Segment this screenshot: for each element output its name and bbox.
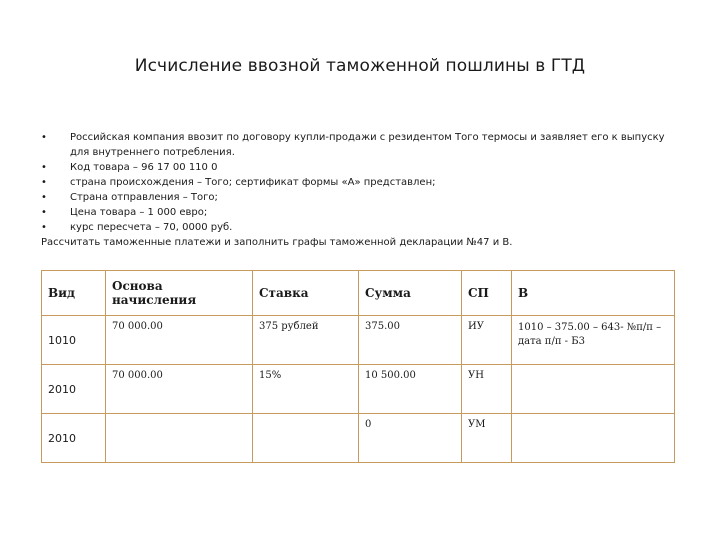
payments-table bbox=[41, 270, 675, 463]
column-header-rate: Ставка bbox=[253, 271, 359, 316]
bullet-marker: • bbox=[41, 207, 47, 218]
cell-sp: ИУ bbox=[462, 316, 512, 365]
cell-vid: 2010 bbox=[42, 414, 106, 463]
cell-rate: 375 рублей bbox=[253, 316, 359, 365]
table-row bbox=[42, 365, 675, 414]
table-row bbox=[42, 316, 675, 365]
bullet-item bbox=[41, 220, 681, 235]
bullet-text: Цена товара – 1 000 евро; bbox=[70, 207, 208, 218]
column-header-basis: Основа начисления bbox=[106, 271, 253, 316]
bullet-item bbox=[41, 160, 681, 175]
bullet-text: Код товара – 96 17 00 110 0 bbox=[70, 162, 218, 173]
bullet-text: страна происхождения – Того; сертификат формы «А» представлен; bbox=[70, 177, 436, 188]
bullet-marker: • bbox=[41, 222, 47, 233]
cell-sum: 0 bbox=[359, 414, 462, 463]
column-header-sp: СП bbox=[462, 271, 512, 316]
table-row bbox=[42, 414, 675, 463]
cell-b bbox=[512, 414, 675, 463]
column-header-vid: Вид bbox=[42, 271, 106, 316]
column-header-b: В bbox=[512, 271, 675, 316]
bullet-marker: • bbox=[41, 177, 47, 188]
cell-vid: 2010 bbox=[42, 365, 106, 414]
cell-basis: 70 000.00 bbox=[106, 316, 253, 365]
cell-vid: 1010 bbox=[42, 316, 106, 365]
cell-basis bbox=[106, 414, 253, 463]
cell-b bbox=[512, 365, 675, 414]
bullet-item bbox=[41, 175, 681, 190]
task-instruction: Рассчитать таможенные платежи и заполнить графы таможенной декларации №47 и В. bbox=[41, 237, 513, 248]
cell-b: 1010 – 375.00 – 643- №п/п – дата п/п - Б3 bbox=[512, 316, 675, 365]
cell-sum: 375.00 bbox=[359, 316, 462, 365]
page-title: Исчисление ввозной таможенной пошлины в ГТД bbox=[134, 56, 586, 76]
cell-sp: УН bbox=[462, 365, 512, 414]
bullet-item bbox=[41, 190, 681, 205]
cell-sum: 10 500.00 bbox=[359, 365, 462, 414]
cell-basis: 70 000.00 bbox=[106, 365, 253, 414]
bullet-item bbox=[41, 205, 681, 220]
cell-sp: УМ bbox=[462, 414, 512, 463]
bullet-text: Российская компания ввозит по договору купли-продажи с резидентом Того термосы и заявляет его к выпуску для внутреннего потребления. bbox=[70, 132, 665, 158]
bullet-marker: • bbox=[41, 192, 47, 203]
bullet-marker: • bbox=[41, 132, 47, 143]
bullet-marker: • bbox=[41, 162, 47, 173]
column-header-sum: Сумма bbox=[359, 271, 462, 316]
cell-rate bbox=[253, 414, 359, 463]
task-description bbox=[41, 130, 681, 250]
table-header-row bbox=[42, 271, 675, 316]
bullet-text: курс пересчета – 70, 0000 руб. bbox=[70, 222, 233, 233]
bullet-item bbox=[41, 130, 681, 160]
bullet-text: Страна отправления – Того; bbox=[70, 192, 218, 203]
cell-rate: 15% bbox=[253, 365, 359, 414]
